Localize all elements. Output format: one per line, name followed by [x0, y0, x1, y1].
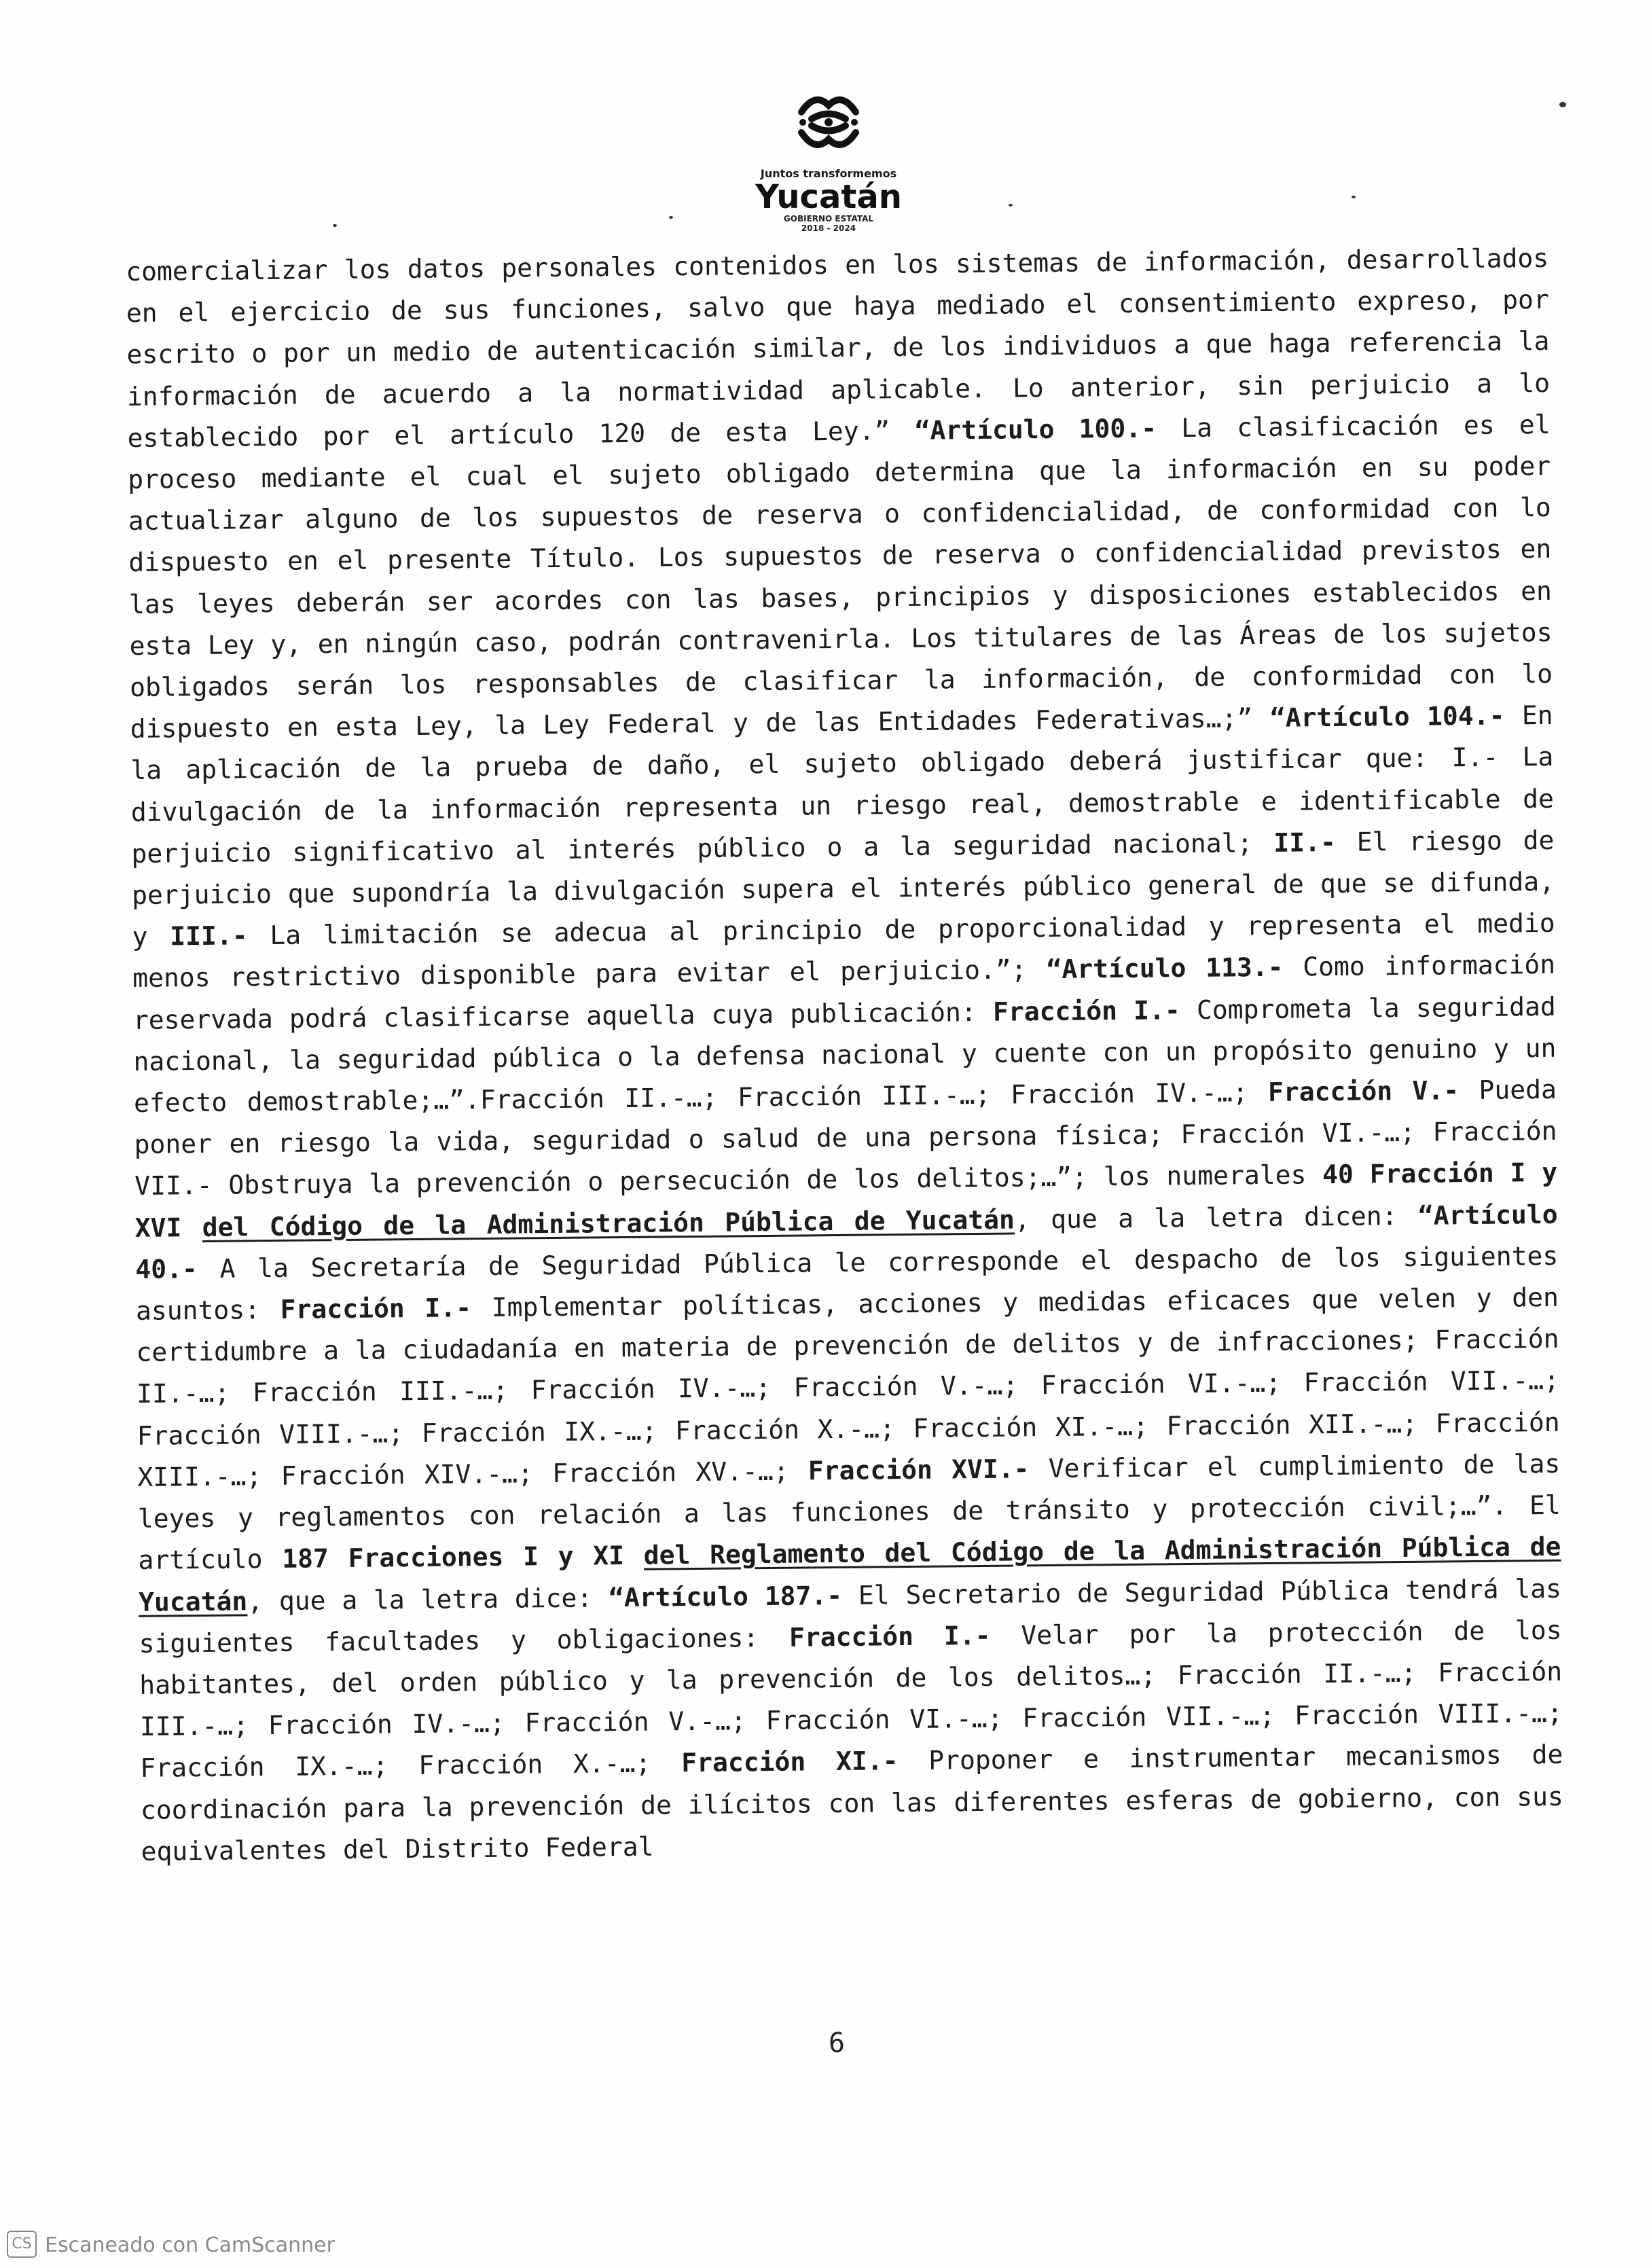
scan-speck: [1559, 102, 1566, 107]
text-run: Implementar políticas, acciones y medidas eficaces que velen y den certidumbre a la ciudadanía en materia de prevención de delitos y de infracciones; Fracción II.-…; Fracción III.-…; Fracción IV.-…; Fracción V.-…; Fracción VI.-…; Fracción VII.-…; Fracción VIII.-…; Fracción IX.-…; Fracción X.-…; Fracción XI.-…; Fracción XII.-…; Fracción XIII.-…; Fracción XIV.-…; Fracción XV.-…;: [136, 1282, 1560, 1492]
logo-name: Yucatán: [755, 178, 902, 216]
text-run: Como información reservada podrá clasificarse aquella cuya publicación:: [132, 950, 1556, 1035]
fraction-reference: Fracción XVI.-: [808, 1454, 1030, 1486]
text-run: , que a la letra dice:: [247, 1582, 609, 1616]
article-reference: “Artículo 187.-: [608, 1580, 843, 1613]
fraction-reference: III.-: [170, 920, 248, 952]
law-title-underlined: del Código de la Administración Pública de Yucatán: [202, 1204, 1015, 1242]
logo-subtitle: GOBIERNO ESTATAL: [783, 214, 874, 223]
article-reference: “Artículo 40.-: [135, 1199, 1558, 1284]
fraction-reference: Fracción XI.-: [681, 1746, 899, 1778]
document-body-text: [126, 238, 1564, 1873]
text-run: Proponer e instrumentar mecanismos de coordinación para la prevención de ilícitos con las diferentes esferas de gobierno, con sus equivalentes del Distrito Federal: [140, 1740, 1564, 1867]
fraction-reference: Fracción I.-: [280, 1293, 472, 1325]
fraction-reference: 187 Fracciones I y XI: [282, 1541, 625, 1574]
scan-speck: [333, 224, 337, 227]
text-run: La limitación se adecua al principio de proporcionalidad y representa el medio menos restrictivo disponible para evitar el perjuicio.”;: [132, 908, 1555, 994]
logo-tagline: Juntos transformemos: [760, 167, 897, 180]
text-run: A la Secretaría de Seguridad Pública le corresponde el despacho de los siguientes asuntos:: [135, 1240, 1559, 1327]
text-run: comercializar los datos personales contenidos en los sistemas de información, desarrollados en el ejercicio de sus funciones, salvo que haya mediado el consentimiento expreso, por escrito o por un medio de autenticación similar, de los individuos a que haga referencia la información de acuerdo a la normatividad aplicable. Lo anterior, sin perjuicio a lo establecido por el artículo 120 de esta Ley.”: [126, 242, 1551, 453]
fraction-reference: Fracción V.-: [1267, 1075, 1460, 1107]
text-run: Pueda poner en riesgo la vida, seguridad o salud de una persona física; Fracción VI.-…; Fracción VII.- Obstruya la prevención o persecución de los delitos;…”; los numerales: [134, 1074, 1557, 1202]
law-title-underlined: del Reglamento del Código de la Administración Pública de Yucatán: [138, 1532, 1561, 1617]
yucatan-emblem-icon: [788, 82, 869, 163]
text-run: Verificar el cumplimiento de las leyes y reglamentos con relación a las funciones de tránsito y protección civil;…”. El artículo: [137, 1448, 1561, 1576]
camscanner-watermark: Escaneado con CamScanner: [45, 2233, 335, 2257]
text-run: La clasificación es el proceso mediante el cual el sujeto obligado determina que la información en su poder actualizar alguno de los supuestos de reserva o confidencialidad, de conformidad con lo dispuesto en el presente Título. Los supuestos de reserva o confidencialidad previstos en las leyes deberán ser acordes con las bases, principios y disposiciones establecidos en esta Ley y, en ningún caso, podrán contravenirla. Los titulares de las Áreas de los sujetos obligados serán los responsables de clasificar la información, de conformidad con lo dispuesto en esta Ley, la Ley Federal y de las Entidades Federativas…;”: [128, 409, 1553, 744]
scan-speck: [669, 216, 673, 219]
camscanner-logo-icon: CS: [7, 2231, 37, 2258]
page-number: 6: [829, 2028, 846, 2059]
text-run: Velar por la protección de los habitantes, del orden público y la prevención de los delitos…; Fracción II.-…; Fracción III.-…; Fracción IV.-…; Fracción V.-…; Fracción VI.-…; Fracción VII.-…; Fracción VIII.-…; Fracción IX.-…; Fracción X.-…;: [139, 1615, 1563, 1784]
text-run: Comprometa la seguridad nacional, la seguridad pública o la defensa nacional y cuente con un propósito genuino y un efecto demostrable;…”.Fracción II.-…; Fracción III.-…; Fracción IV.-…;: [133, 991, 1557, 1119]
scan-speck: [1352, 196, 1356, 198]
text-run: El riesgo de perjuicio que supondría la divulgación supera el interés público general de que se difunda, y: [131, 825, 1555, 952]
fraction-reference: Fracción I.-: [789, 1620, 991, 1653]
fraction-reference: Fracción I.-: [992, 994, 1180, 1027]
logo-years: 2018 - 2024: [801, 223, 856, 233]
yucatan-government-logo: [747, 82, 910, 233]
fraction-reference: II.-: [1273, 827, 1337, 858]
text-run: El Secretario de Seguridad Pública tendrá las siguientes facultades y obligaciones:: [139, 1573, 1562, 1659]
article-reference: “Artículo 104.-: [1269, 700, 1505, 734]
article-reference: “Artículo 100.-: [914, 413, 1157, 446]
text-run: , que a la letra dicen:: [1014, 1200, 1419, 1235]
text-run: En la aplicación de la prueba de daño, el sujeto obligado deberá justificar que: I.- La divulgación de la información representa un riesgo real, demostrable e identificable de perjuicio significativo al interés público o a la seguridad nacional;: [130, 700, 1555, 869]
fraction-reference: 40 Fracción I y XVI: [134, 1157, 1558, 1243]
scan-speck: [1009, 204, 1013, 206]
article-reference: “Artículo 113.-: [1046, 952, 1284, 985]
